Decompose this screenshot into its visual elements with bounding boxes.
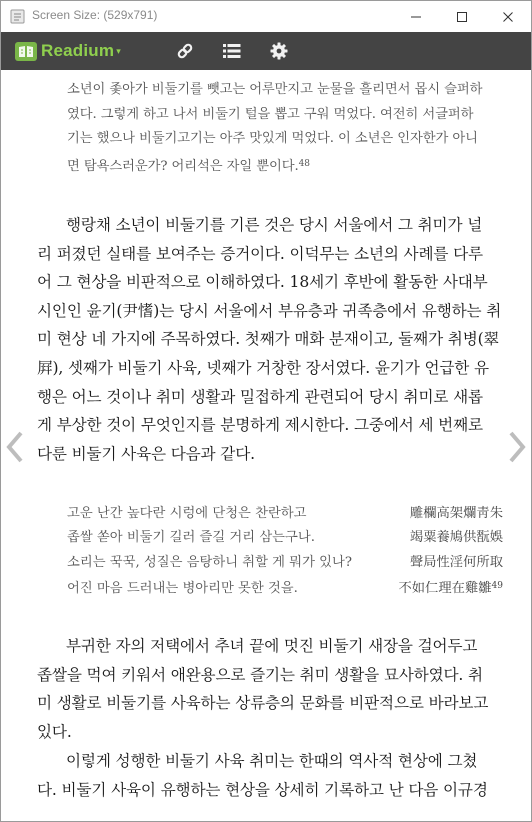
paragraph-line: 행랑채 소년이 비둘기를 기른 것은 당시 서울에서 그 취미가 널 xyxy=(66,216,483,234)
table-of-contents-button[interactable] xyxy=(221,40,243,62)
gear-icon xyxy=(270,42,288,60)
maximize-button[interactable] xyxy=(439,1,485,32)
paragraph xyxy=(37,211,503,468)
quote-line xyxy=(67,152,507,180)
close-icon xyxy=(502,11,514,23)
close-button[interactable] xyxy=(485,1,531,32)
poem-hanja: 竭粟養鳩供翫娛 xyxy=(409,530,503,545)
title-bar xyxy=(1,1,531,32)
paragraph-line: 屛), 셋째가 비둘기 사육, 넷째가 거창한 장서였다. 윤기가 언급한 유 xyxy=(37,358,489,377)
chevron-down-icon: ▾ xyxy=(116,45,121,56)
quote-line: 기는 했으나 비둘기고기는 아주 맛있게 먹었다. 이 소년은 인자한가 아니 xyxy=(67,131,478,146)
paragraph-line: 시인인 윤기(尹愭)는 당시 서울에서 부유층과 귀족층에서 유행하는 취 xyxy=(37,301,502,320)
paragraph-line: 다룬 비둘기 사육은 다음과 같다. xyxy=(37,444,255,463)
paragraph-line: 있다. xyxy=(37,722,72,741)
chevron-left-icon xyxy=(5,429,25,465)
paragraph-line: 좁쌀을 먹여 키워서 애완용으로 즐기는 취미 생활을 묘사하였다. 취 xyxy=(37,665,483,684)
link-button[interactable] xyxy=(174,40,196,62)
maximize-icon xyxy=(456,11,468,23)
poem-korean: 좁쌀 쏟아 비둘기 길러 즐길 거리 삼는구나. xyxy=(67,530,315,545)
paragraph xyxy=(37,632,503,746)
poem-korean: 고운 난간 높다란 시렁에 단청은 찬란하고 xyxy=(67,506,307,521)
paragraph-line: 리 퍼졌던 실태를 보여주는 증거이다. 이덕무는 소년의 사례를 다루 xyxy=(37,244,483,263)
logo-text: Readium xyxy=(41,41,115,60)
footnote-ref[interactable]: 49 xyxy=(491,581,503,591)
poem-line xyxy=(1,577,531,601)
previous-page-button[interactable] xyxy=(5,429,25,465)
paragraph-line: 행은 어느 것이나 취미 생활과 밀접하게 관련되어 당시 취미로 새롭 xyxy=(37,387,483,406)
book-icon xyxy=(15,42,37,61)
paragraph-line: 미 현상 네 가지에 주목하였다. 첫째가 매화 분재이고, 둘째가 취병(翠 xyxy=(37,330,500,349)
window-title: Screen Size: (529x791) xyxy=(32,8,158,22)
paragraph-line: 미 생활로 비둘기를 사육하는 상류층의 문화를 비판적으로 바라보고 xyxy=(37,694,489,713)
list-icon xyxy=(223,43,241,59)
settings-button[interactable] xyxy=(268,40,290,62)
paragraph-line: 게 부상한 것이 무엇인지를 분명하게 제시한다. 그중에서 세 번째로 xyxy=(37,416,483,435)
poem-hanja xyxy=(398,577,503,596)
poem-hanja: 雕欄高架爛靑朱 xyxy=(409,506,503,521)
chevron-right-icon xyxy=(507,429,527,465)
quote-line: 소년이 좇아가 비둘기를 뺏고는 어루만지고 눈물을 흘리면서 몹시 슬퍼하 xyxy=(67,82,483,97)
readium-logo-menu[interactable] xyxy=(15,41,121,61)
quote-line-text: 면 탐욕스러운가? 어리석은 자일 뿐이다. xyxy=(67,158,299,174)
footnote-ref[interactable]: 48 xyxy=(298,158,310,169)
poem-hanja: 聲局性淫何所取 xyxy=(409,555,503,570)
quote-line: 였다. 그렇게 하고 나서 비둘기 털을 뽑고 구워 먹었다. 여전히 서글퍼하 xyxy=(67,106,474,122)
block-quote xyxy=(67,78,507,179)
poem-korean: 소리는 꾹꾹, 성질은 음탕하니 취할 게 뭐가 있나? xyxy=(67,555,352,570)
paragraph-line: 어 그 현상을 비판적으로 이해하였다. 18세기 후반에 활동한 사대부 xyxy=(37,273,488,292)
poem-korean: 어진 마음 드러내는 병아리만 못한 것을. xyxy=(67,581,298,596)
reader-page xyxy=(1,70,531,822)
paragraph-line: 다. 비둘기 사육이 유행하는 현상을 상세히 기록하고 난 다음 이규경 xyxy=(37,780,488,799)
app-icon xyxy=(10,9,25,24)
poem-line xyxy=(1,502,531,526)
poem-line xyxy=(1,526,531,550)
poem-hanja-text: 不如仁理在雞雛 xyxy=(398,581,492,596)
poem-line xyxy=(1,551,531,575)
minimize-button[interactable] xyxy=(393,1,439,32)
minimize-icon xyxy=(410,11,422,23)
paragraph xyxy=(37,747,503,804)
paragraph-line: 부귀한 자의 저택에서 추녀 끝에 멋진 비둘기 새장을 걸어두고 xyxy=(66,637,478,655)
link-icon xyxy=(176,42,194,60)
next-page-button[interactable] xyxy=(507,429,527,465)
paragraph-line: 이렇게 성행한 비둘기 사육 취미는 한때의 역사적 현상에 그쳤 xyxy=(66,752,478,770)
reader-toolbar xyxy=(1,32,531,70)
